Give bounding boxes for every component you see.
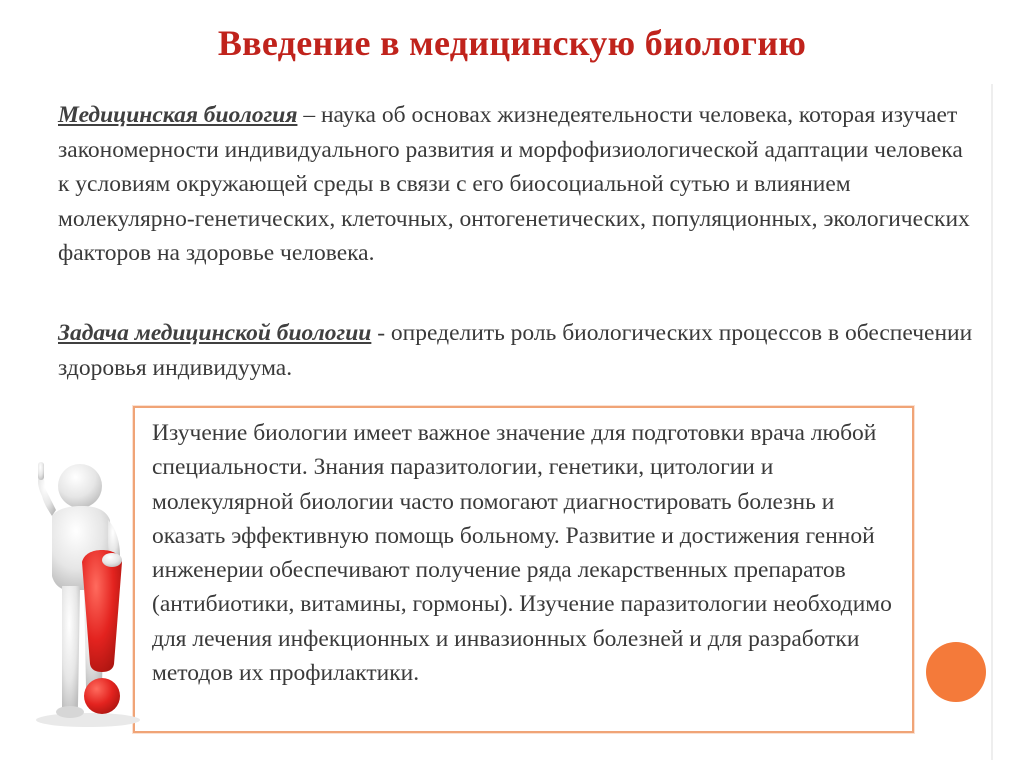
task-term: Задача медицинской биологии (58, 320, 372, 346)
right-divider (991, 84, 993, 760)
person-with-exclamation-icon (22, 458, 142, 730)
task-text: - определить роль биологических процессов в обеспечении здоровья индивидуума. (58, 320, 973, 381)
slide-title: Введение в медицинскую биологию (217, 23, 807, 63)
info-box-text: Изучение биологии имеет важное значение для подготовки врача любой специальности. Знания паразитологии, генетики, цитологии и молекулярной биологии часто помогают диагностировать болезнь и оказать эффективную помощь больному. Развитие и достижения генной инженерии обеспечивают получение ряда лекарственных препаратов (антибиотики, витамины, гормоны). Изучение паразитологии необходимо для лечения инфекционных и инвазионных болезней и для разработки методов их профилактики. (152, 420, 892, 687)
orange-circle-icon (926, 642, 986, 702)
definition-term: Медицинская биология (58, 102, 298, 128)
info-box (133, 406, 914, 733)
task-paragraph (58, 316, 973, 385)
definition-paragraph (58, 98, 973, 271)
definition-text: – наука об основах жизнедеятельности человека, которая изучает закономерности индивидуального развития и морфофизиологической адаптации человека к условиям окружающей среды в связи с его биосоциальной сутью и влиянием молекулярно-генетических, клеточных, онтогенетических, популяционных, экологических факторов на здоровье человека. (58, 102, 970, 266)
